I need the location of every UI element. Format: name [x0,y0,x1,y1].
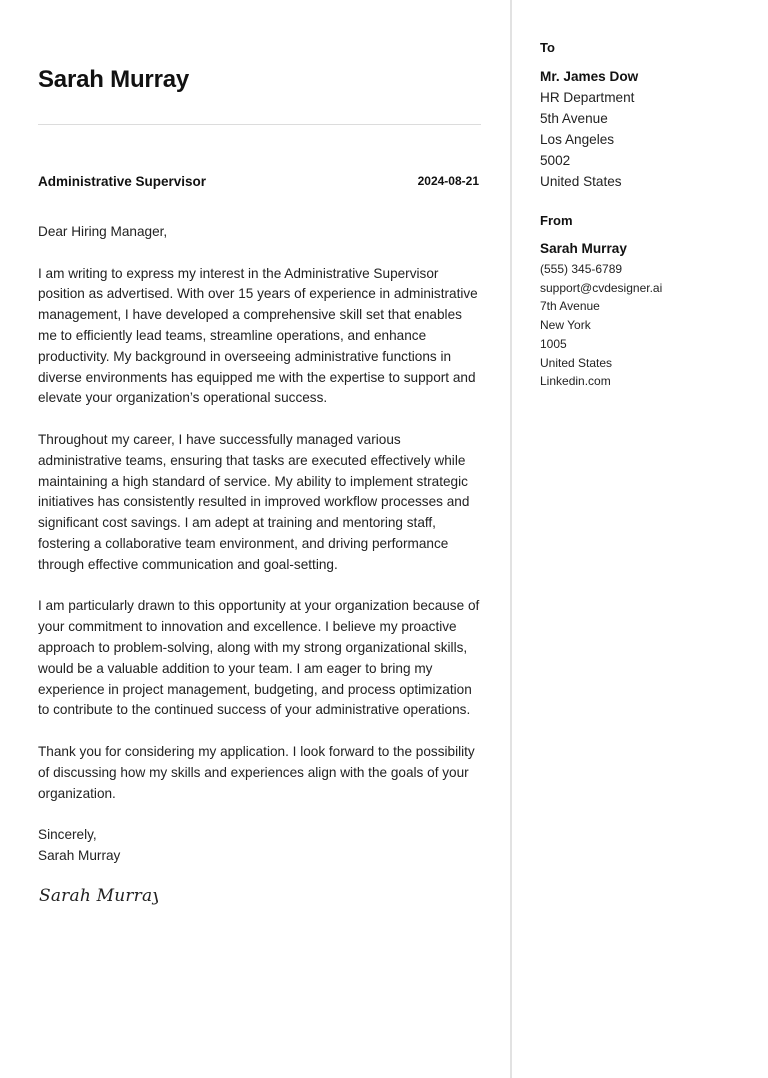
sender-block [540,239,760,391]
sender-country: United States [540,355,613,370]
paragraph-4: Thank you for considering my application. I look forward to the possibility of discussing how my skills and experiences align with the goals of your organization. [38,743,475,801]
job-row [38,174,481,192]
applicant-name: Sarah Murray [38,66,189,93]
recipient-department: HR Department [540,90,635,105]
sender-city: New York [540,318,591,333]
paragraph-2: Throughout my career, I have successfully managed various administrative teams, ensuring that tasks are executed effectively while maintaining a high standard of service. My ability to implement strategic initiatives has consistently resulted in improved workflow processes and significant cost savings. I am adept at training and mentoring staff, fostering a collaborative team environment, and driving performance through effective communication and goal-setting. [38,431,470,572]
paragraph-1: I am writing to express my interest in the Administrative Supervisor position as advertised. With over 15 years of experience in administrative management, I have developed a comprehensive skill set that enables me to efficiently lead teams, streamline operations, and enhance productivity. My background in overseeing administrative functions in diverse environments has equipped me with the expertise to support and elevate your organization’s operational success. [38,265,478,406]
sender-postal: 1005 [540,336,567,351]
paragraph-3: I am particularly drawn to this opportunity at your organization because of your commitment to innovation and excellence. I believe my proactive approach to problem-solving, along with my strong organizational skills, would be a valuable addition to your team. I am eager to bring my experience in project management, budgeting, and process optimization to contribute to the continued success of your administrative operations. [38,598,480,718]
letter-body [38,222,481,911]
closing-name: Sarah Murray [38,847,121,863]
signature-text: Sarah Murray [39,885,158,906]
to-label: To [540,40,555,55]
from-label: From [540,213,573,228]
recipient-name: Mr. James Dow [540,69,639,84]
sender-name: Sarah Murray [540,241,627,256]
letter-date: 2024-08-21 [417,174,479,188]
recipient-country: United States [540,174,622,189]
header-divider [38,124,481,125]
closing: Sincerely, [38,827,97,843]
recipient-postal: 5002 [540,153,571,168]
greeting: Dear Hiring Manager, [38,224,168,239]
signature-graphic [38,877,158,911]
recipient-street: 5th Avenue [540,111,608,126]
recipient-block [540,66,750,192]
column-divider [510,0,512,1078]
sender-street: 7th Avenue [540,299,600,314]
handwritten-signature [38,877,481,911]
sender-phone: (555) 345-6789 [540,262,623,276]
sender-website: Linkedin.com [540,374,611,389]
recipient-city: Los Angeles [540,132,615,147]
sender-email: support@cvdesigner.ai [540,280,663,295]
job-title: Administrative Supervisor [38,174,207,189]
